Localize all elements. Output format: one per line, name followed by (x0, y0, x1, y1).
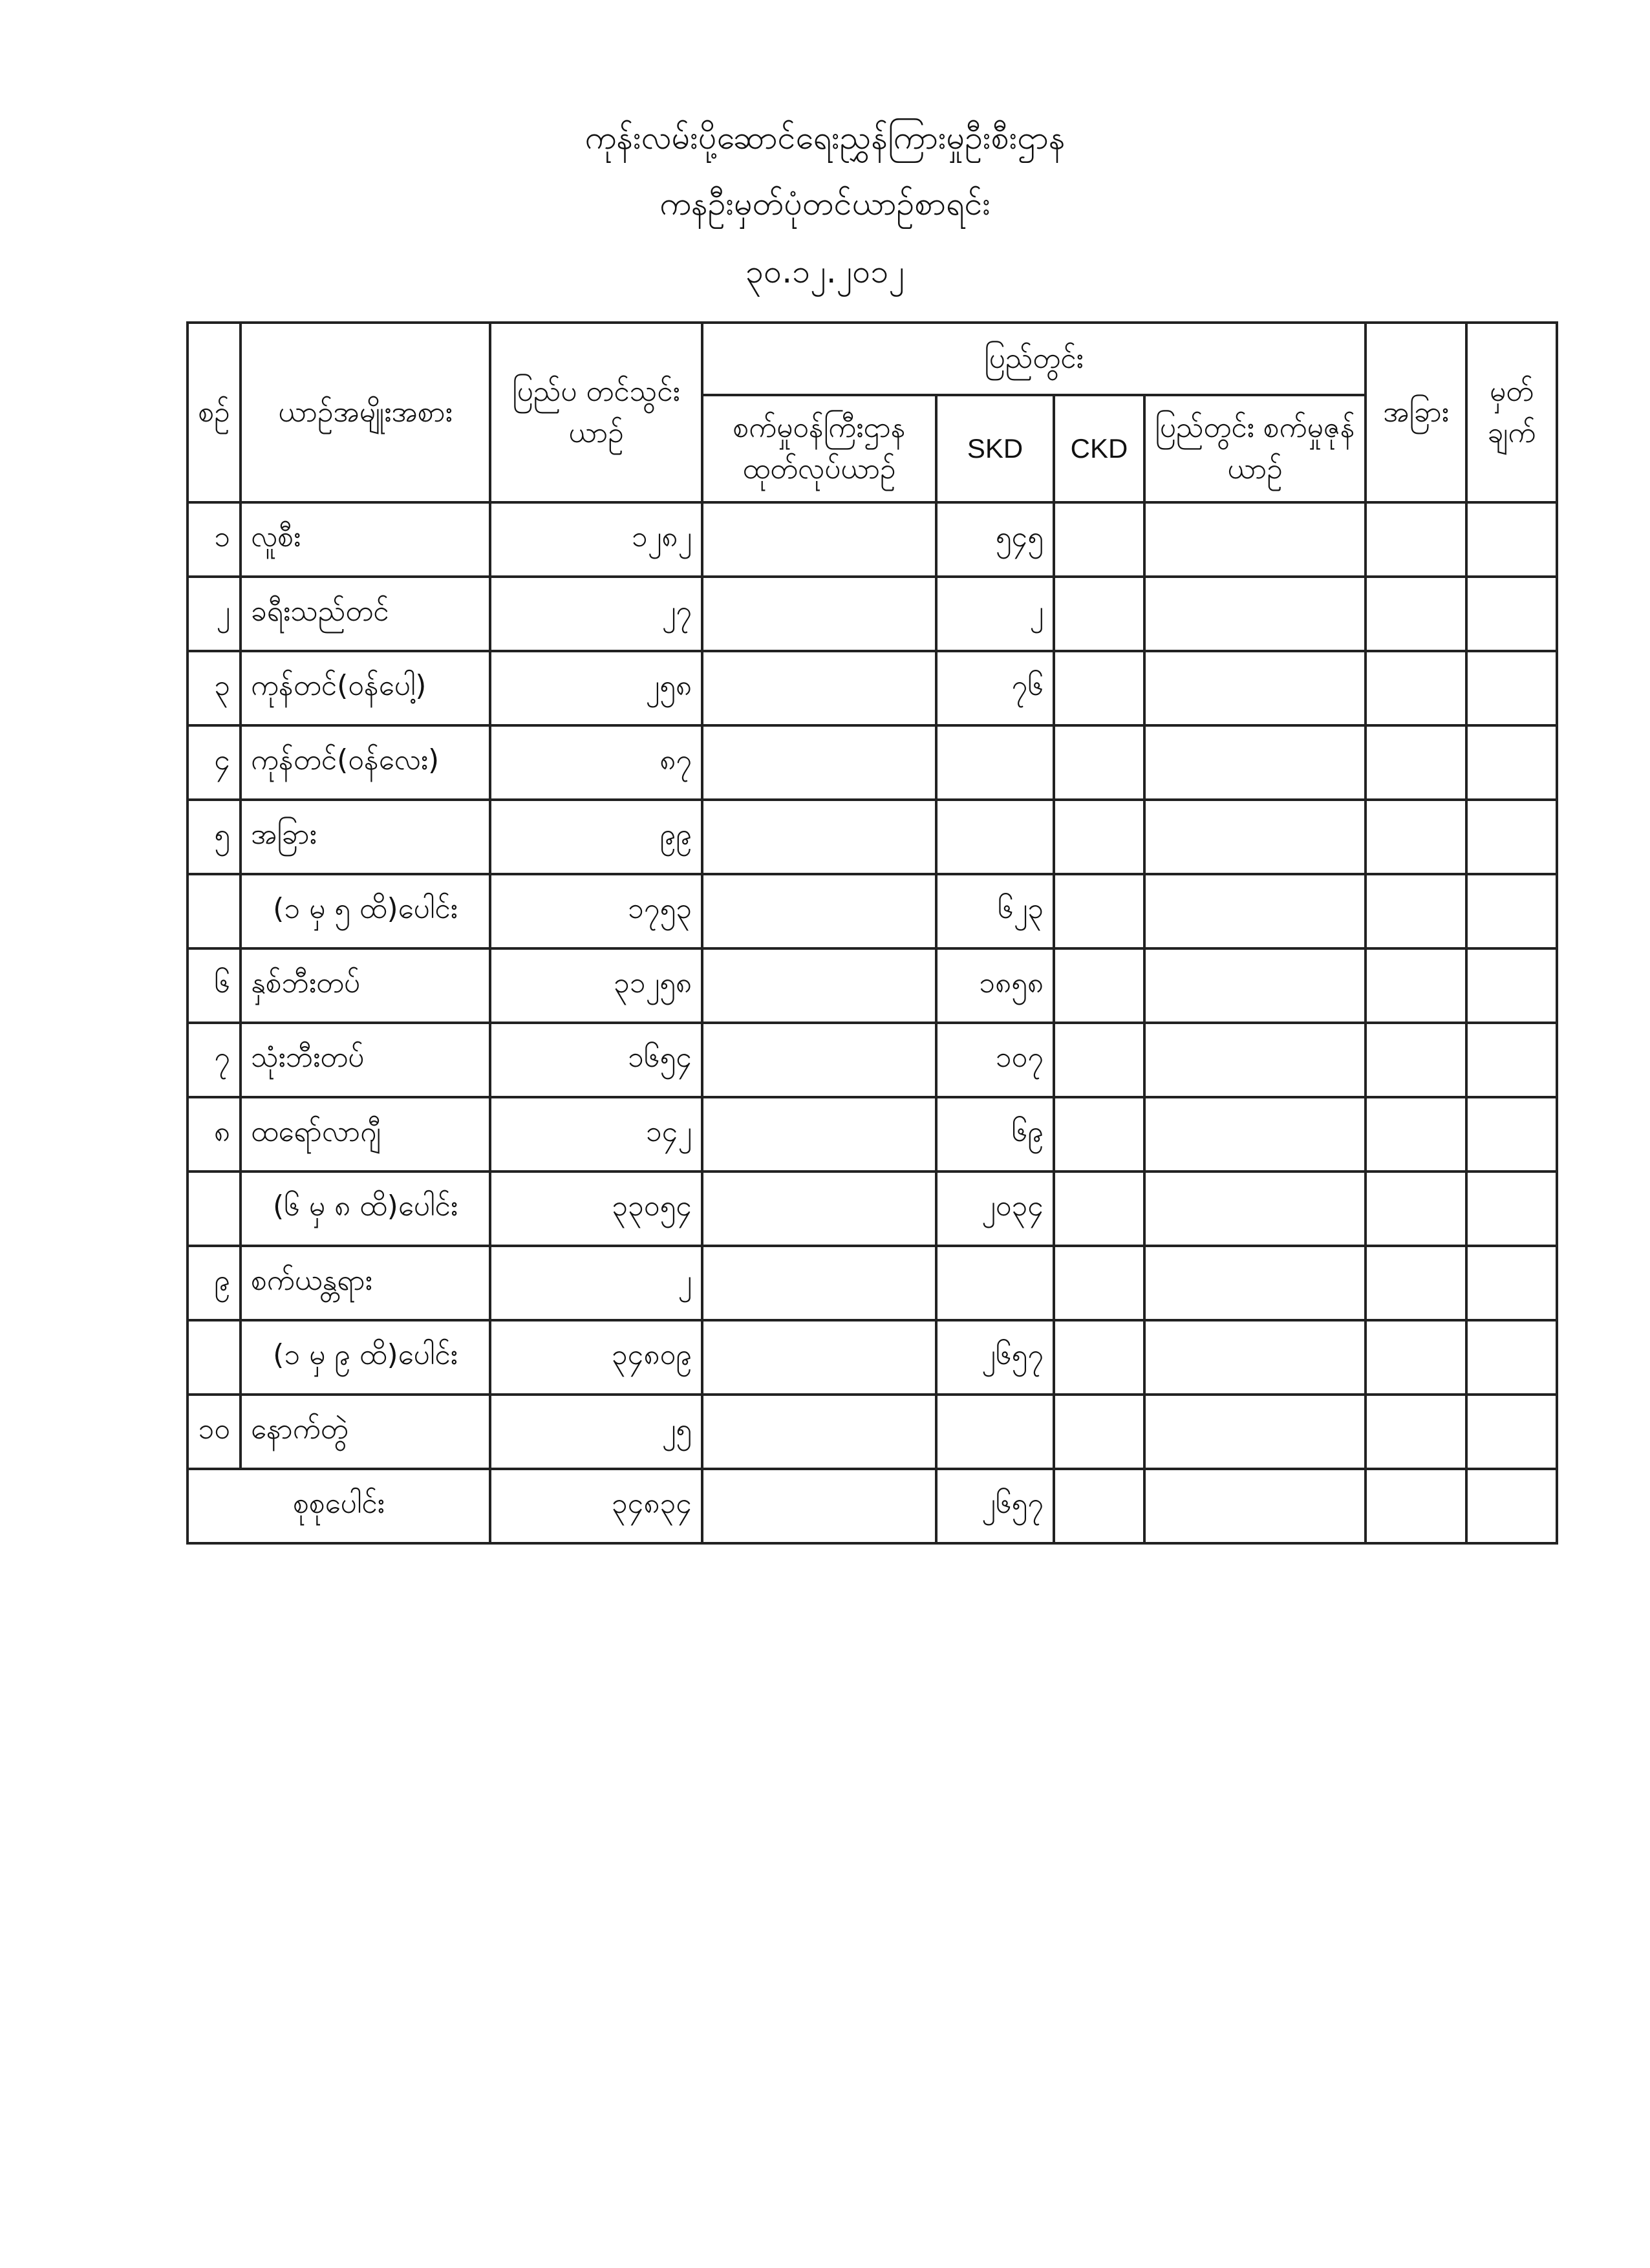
row-number: ၇ (188, 1023, 241, 1097)
column-header-other: အခြား (1366, 323, 1466, 502)
local-factory-count-cell (1144, 1023, 1366, 1097)
skd-count-cell: ၆၉ (936, 1097, 1054, 1171)
table-row (188, 800, 1557, 874)
column-header-factory: စက်မှုဝန်ကြီးဌာန ထုတ်လုပ်ယာဉ် (702, 395, 936, 502)
local-factory-count-cell (1144, 800, 1366, 874)
factory-count-cell (702, 1395, 936, 1469)
ckd-count-cell (1054, 725, 1144, 800)
table-row (188, 502, 1557, 577)
factory-count-cell (702, 800, 936, 874)
factory-count-cell (702, 651, 936, 725)
factory-count-cell (702, 1171, 936, 1246)
local-factory-count-cell (1144, 874, 1366, 948)
row-number: ၂ (188, 577, 241, 651)
factory-count-cell (702, 1469, 936, 1543)
remarks-cell (1466, 948, 1557, 1023)
skd-count-cell: ၁၈၅၈ (936, 948, 1054, 1023)
remarks-cell (1466, 1395, 1557, 1469)
table-row (188, 651, 1557, 725)
factory-count-cell (702, 948, 936, 1023)
document-date: ၃၀.၁၂.၂၀၁၂ (745, 253, 905, 290)
table-row (188, 1097, 1557, 1171)
skd-count-cell: ၆၂၃ (936, 874, 1054, 948)
other-count-cell (1366, 502, 1466, 577)
remarks-cell (1466, 1097, 1557, 1171)
factory-count-cell (702, 1320, 936, 1395)
factory-count-cell (702, 725, 936, 800)
ckd-count-cell (1054, 874, 1144, 948)
other-count-cell (1366, 948, 1466, 1023)
other-count-cell (1366, 1023, 1466, 1097)
skd-count-cell: ၂၀၃၄ (936, 1171, 1054, 1246)
factory-count-cell (702, 577, 936, 651)
row-number: ၅ (188, 800, 241, 874)
local-factory-count-cell (1144, 1320, 1366, 1395)
vehicle-type-cell: ခရီးသည်တင် (241, 577, 490, 651)
column-header-ckd: CKD (1054, 395, 1144, 502)
ckd-count-cell (1054, 1023, 1144, 1097)
remarks-cell (1466, 1469, 1557, 1543)
other-count-cell (1366, 1320, 1466, 1395)
column-header-local-factory: ပြည်တွင်း စက်မှုဇုန်ယာဉ် (1144, 395, 1366, 502)
row-number: ၉ (188, 1246, 241, 1320)
other-count-cell (1366, 874, 1466, 948)
other-count-cell (1366, 1246, 1466, 1320)
row-number: ၃ (188, 651, 241, 725)
import-count-cell: ၈၇ (490, 725, 702, 800)
skd-count-cell: ၅၄၅ (936, 502, 1054, 577)
vehicle-type-cell: နောက်တွဲ (241, 1395, 490, 1469)
row-number: ၈ (188, 1097, 241, 1171)
factory-count-cell (702, 502, 936, 577)
ckd-count-cell (1054, 1246, 1144, 1320)
table-body (188, 502, 1557, 1543)
subtotal-label: (၁ မှ ၅ ထိ)ပေါင်း (241, 874, 490, 948)
other-count-cell (1366, 800, 1466, 874)
row-number: ၄ (188, 725, 241, 800)
column-header-import: ပြည်ပ တင်သွင်းယာဉ် (490, 323, 702, 502)
import-count-cell: ၂၅ (490, 1395, 702, 1469)
vehicle-registration-table (186, 321, 1558, 1545)
local-factory-count-cell (1144, 725, 1366, 800)
skd-count-cell: ၂၆၅၇ (936, 1469, 1054, 1543)
subtotal-label: (၁ မှ ၉ ထိ)ပေါင်း (241, 1320, 490, 1395)
local-factory-count-cell (1144, 1171, 1366, 1246)
remarks-cell (1466, 577, 1557, 651)
table-row (188, 1246, 1557, 1320)
remarks-cell (1466, 1246, 1557, 1320)
column-header-no: စဉ် (188, 323, 241, 502)
vehicle-type-cell: စက်ယန္တရား (241, 1246, 490, 1320)
ckd-count-cell (1054, 1171, 1144, 1246)
local-factory-count-cell (1144, 577, 1366, 651)
row-number (188, 874, 241, 948)
ckd-count-cell (1054, 948, 1144, 1023)
ckd-count-cell (1054, 1320, 1144, 1395)
remarks-cell (1466, 1171, 1557, 1246)
import-count-cell: ၉၉ (490, 800, 702, 874)
table-header (188, 323, 1557, 502)
column-header-skd: SKD (936, 395, 1054, 502)
import-count-cell: ၁၄၂ (490, 1097, 702, 1171)
skd-count-cell (936, 800, 1054, 874)
remarks-cell (1466, 1320, 1557, 1395)
subtotal-row (188, 874, 1557, 948)
row-number: ၁၀ (188, 1395, 241, 1469)
import-count-cell: ၃၄၈၀၉ (490, 1320, 702, 1395)
ckd-count-cell (1054, 651, 1144, 725)
import-count-cell: ၃၃၀၅၄ (490, 1171, 702, 1246)
vehicle-type-cell: သုံးဘီးတပ် (241, 1023, 490, 1097)
ckd-count-cell (1054, 1097, 1144, 1171)
ckd-count-cell (1054, 1469, 1144, 1543)
subtotal-row (188, 1320, 1557, 1395)
local-factory-count-cell (1144, 1469, 1366, 1543)
table-row (188, 1023, 1557, 1097)
column-header-vehicle-type: ယာဉ်အမျိုးအစား (241, 323, 490, 502)
vehicle-type-cell: လူစီး (241, 502, 490, 577)
import-count-cell: ၁၇၅၃ (490, 874, 702, 948)
import-count-cell: ၂၅၈ (490, 651, 702, 725)
subtotal-row (188, 1171, 1557, 1246)
ckd-count-cell (1054, 502, 1144, 577)
other-count-cell (1366, 577, 1466, 651)
skd-count-cell: ၂ (936, 577, 1054, 651)
other-count-cell (1366, 1097, 1466, 1171)
skd-count-cell: ၂၆၅၇ (936, 1320, 1054, 1395)
document-subtitle: ကနဦးမှတ်ပုံတင်ယာဉ်စာရင်း (659, 185, 991, 222)
remarks-cell (1466, 1023, 1557, 1097)
local-factory-count-cell (1144, 948, 1366, 1023)
import-count-cell: ၂ (490, 1246, 702, 1320)
vehicle-type-cell: ကုန်တင်(ဝန်လေး) (241, 725, 490, 800)
skd-count-cell: ၇၆ (936, 651, 1054, 725)
subtotal-label: (၆ မှ ၈ ထိ)ပေါင်း (241, 1171, 490, 1246)
factory-count-cell (702, 874, 936, 948)
local-factory-count-cell (1144, 651, 1366, 725)
column-header-remarks: မှတ် ချက် (1466, 323, 1557, 502)
other-count-cell (1366, 725, 1466, 800)
other-count-cell (1366, 1469, 1466, 1543)
local-factory-count-cell (1144, 1395, 1366, 1469)
vehicle-type-cell: နှစ်ဘီးတပ် (241, 948, 490, 1023)
local-factory-count-cell (1144, 1246, 1366, 1320)
remarks-cell (1466, 651, 1557, 725)
ckd-count-cell (1054, 1395, 1144, 1469)
ckd-count-cell (1054, 577, 1144, 651)
vehicle-type-cell: အခြား (241, 800, 490, 874)
other-count-cell (1366, 1395, 1466, 1469)
table-row (188, 725, 1557, 800)
import-count-cell: ၂၇ (490, 577, 702, 651)
grand-total-label: စုစုပေါင်း (188, 1469, 490, 1543)
local-factory-count-cell (1144, 502, 1366, 577)
remarks-cell (1466, 800, 1557, 874)
import-count-cell: ၃၁၂၅၈ (490, 948, 702, 1023)
skd-count-cell (936, 1246, 1054, 1320)
remarks-cell (1466, 725, 1557, 800)
ckd-count-cell (1054, 800, 1144, 874)
other-count-cell (1366, 651, 1466, 725)
remarks-cell (1466, 502, 1557, 577)
row-number: ၁ (188, 502, 241, 577)
vehicle-type-cell: ထရော်လာဂျီ (241, 1097, 490, 1171)
column-header-domestic: ပြည်တွင်း (702, 323, 1366, 395)
factory-count-cell (702, 1023, 936, 1097)
import-count-cell: ၁၂၈၂ (490, 502, 702, 577)
other-count-cell (1366, 1171, 1466, 1246)
factory-count-cell (702, 1246, 936, 1320)
import-count-cell: ၃၄၈၃၄ (490, 1469, 702, 1543)
vehicle-type-cell: ကုန်တင်(ဝန်ပေါ့) (241, 651, 490, 725)
local-factory-count-cell (1144, 1097, 1366, 1171)
factory-count-cell (702, 1097, 936, 1171)
table-row (188, 1395, 1557, 1469)
table-row (188, 577, 1557, 651)
import-count-cell: ၁၆၅၄ (490, 1023, 702, 1097)
document-title: ကုန်းလမ်းပို့ဆောင်ရေးညွှန်ကြားမှုဦးစီးဌာန (584, 119, 1066, 156)
skd-count-cell (936, 725, 1054, 800)
row-number (188, 1320, 241, 1395)
table-row (188, 948, 1557, 1023)
skd-count-cell (936, 1395, 1054, 1469)
row-number (188, 1171, 241, 1246)
skd-count-cell: ၁၀၇ (936, 1023, 1054, 1097)
row-number: ၆ (188, 948, 241, 1023)
remarks-cell (1466, 874, 1557, 948)
grand-total-row (188, 1469, 1557, 1543)
